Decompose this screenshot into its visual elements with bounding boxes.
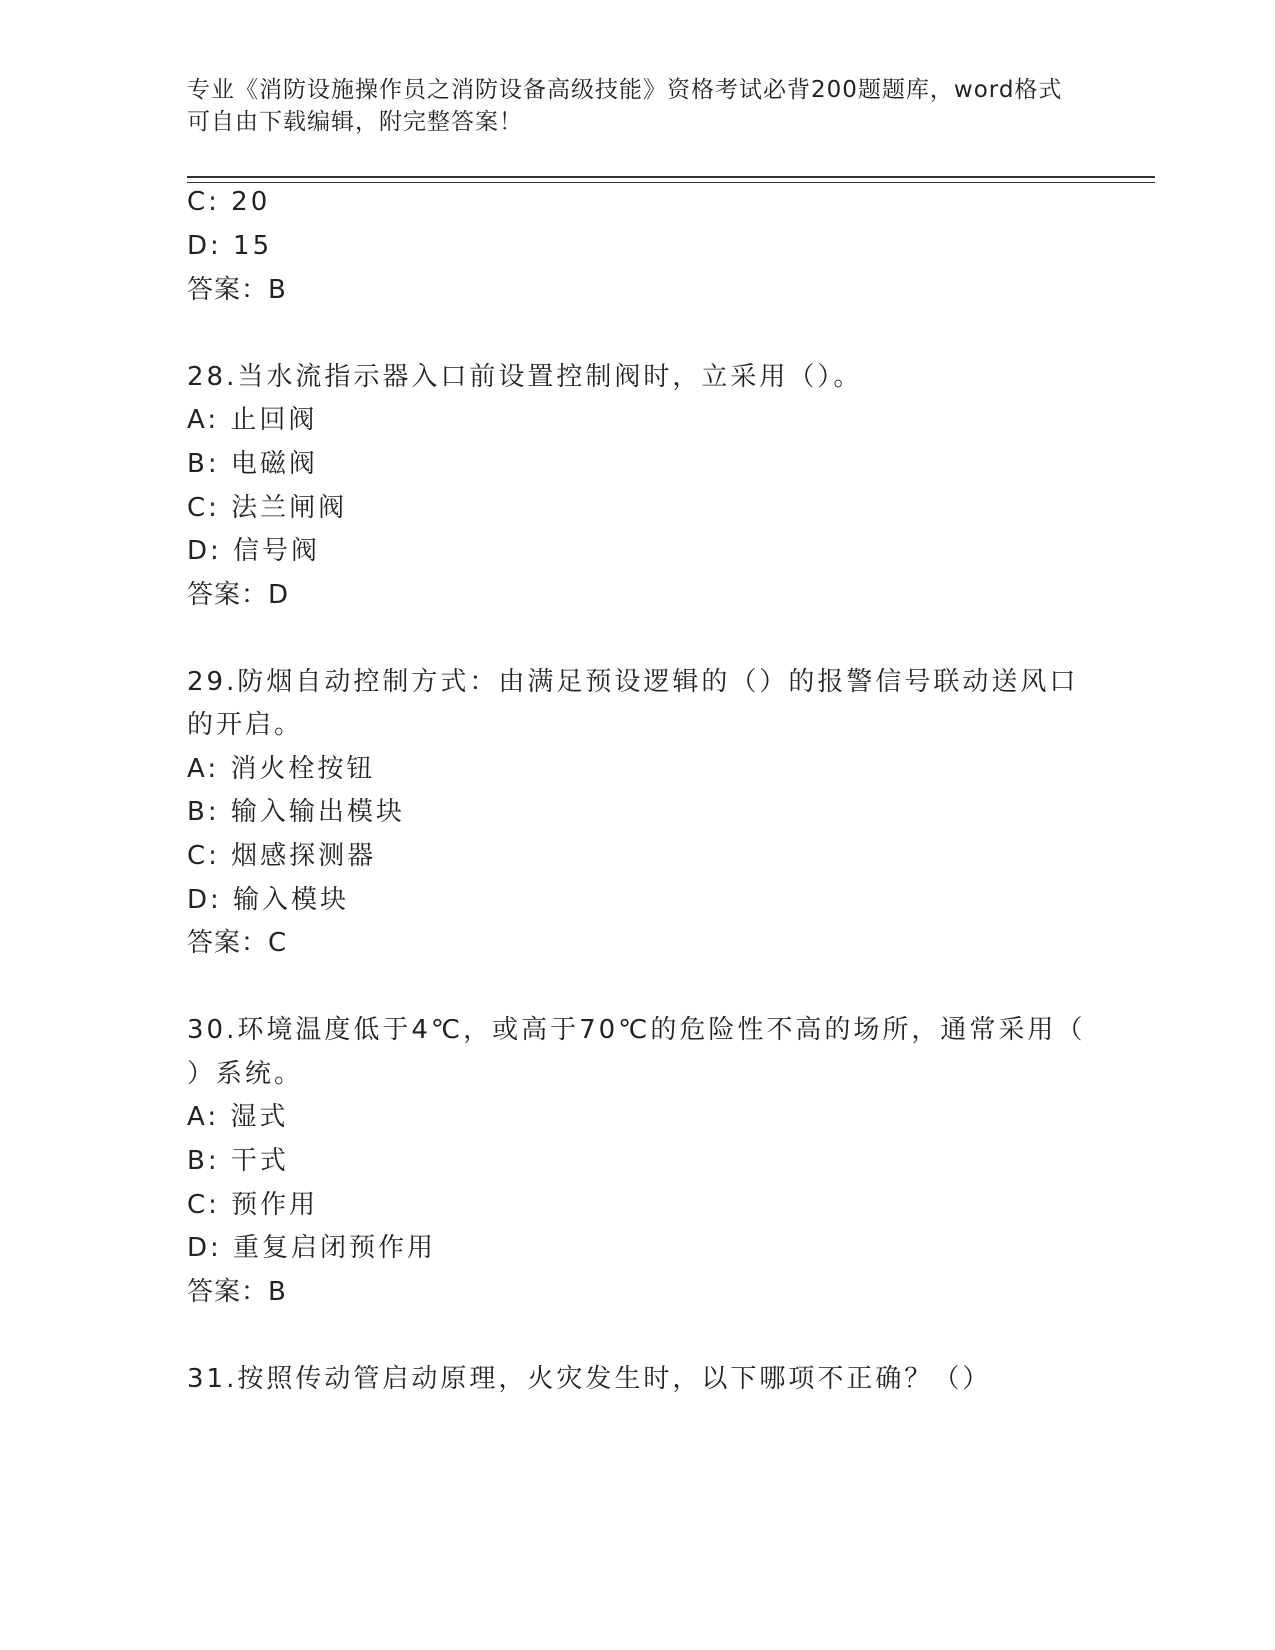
prev-answer: 答案：B [187, 275, 287, 305]
q31-stem: 31.按照传动管启动原理，火灾发生时，以下哪项不正确？（） [187, 1364, 992, 1394]
q29-stem-line1: 29.防烟自动控制方式：由满足预设逻辑的（）的报警信号联动送风口 [187, 667, 1079, 697]
q28-option-c: C: 法兰闸阀 [187, 493, 348, 523]
q30-option-a: A: 湿式 [187, 1102, 289, 1132]
q30-option-c: C: 预作用 [187, 1190, 319, 1220]
q30-option-d: D: 重复启闭预作用 [187, 1233, 437, 1263]
q30-stem-line2: ）系统。 [187, 1059, 304, 1089]
q30-option-b: B: 干式 [187, 1146, 289, 1176]
q28-option-a: A: 止回阀 [187, 405, 318, 435]
q29-option-c: C: 烟感探测器 [187, 841, 377, 871]
q30-answer: 答案：B [187, 1277, 287, 1307]
q30-stem-line1: 30.环境温度低于4℃，或高于70℃的危险性不高的场所，通常采用（ [187, 1015, 1086, 1045]
q28-option-d: D: 信号阀 [187, 536, 321, 566]
q29-stem-line2: 的开启。 [187, 710, 304, 740]
q28-option-b: B: 电磁阀 [187, 449, 318, 479]
q29-answer: 答案：C [187, 928, 288, 958]
prev-option-d: D: 15 [187, 231, 273, 261]
document-header: 专业《消防设施操作员之消防设备高级技能》资格考试必背200题题库，word格式可自由下载编辑，附完整答案！ [187, 77, 1063, 135]
header-divider [187, 176, 1155, 178]
q29-option-b: B: 输入输出模块 [187, 797, 405, 827]
q29-option-d: D: 输入模块 [187, 885, 350, 915]
header-divider-thin [187, 182, 1155, 183]
q28-stem: 28.当水流指示器入口前设置控制阀时，立采用（）。 [187, 362, 863, 392]
prev-option-c: C: 20 [187, 187, 271, 217]
q29-option-a: A: 消火栓按钮 [187, 754, 376, 784]
q28-answer: 答案：D [187, 580, 290, 610]
